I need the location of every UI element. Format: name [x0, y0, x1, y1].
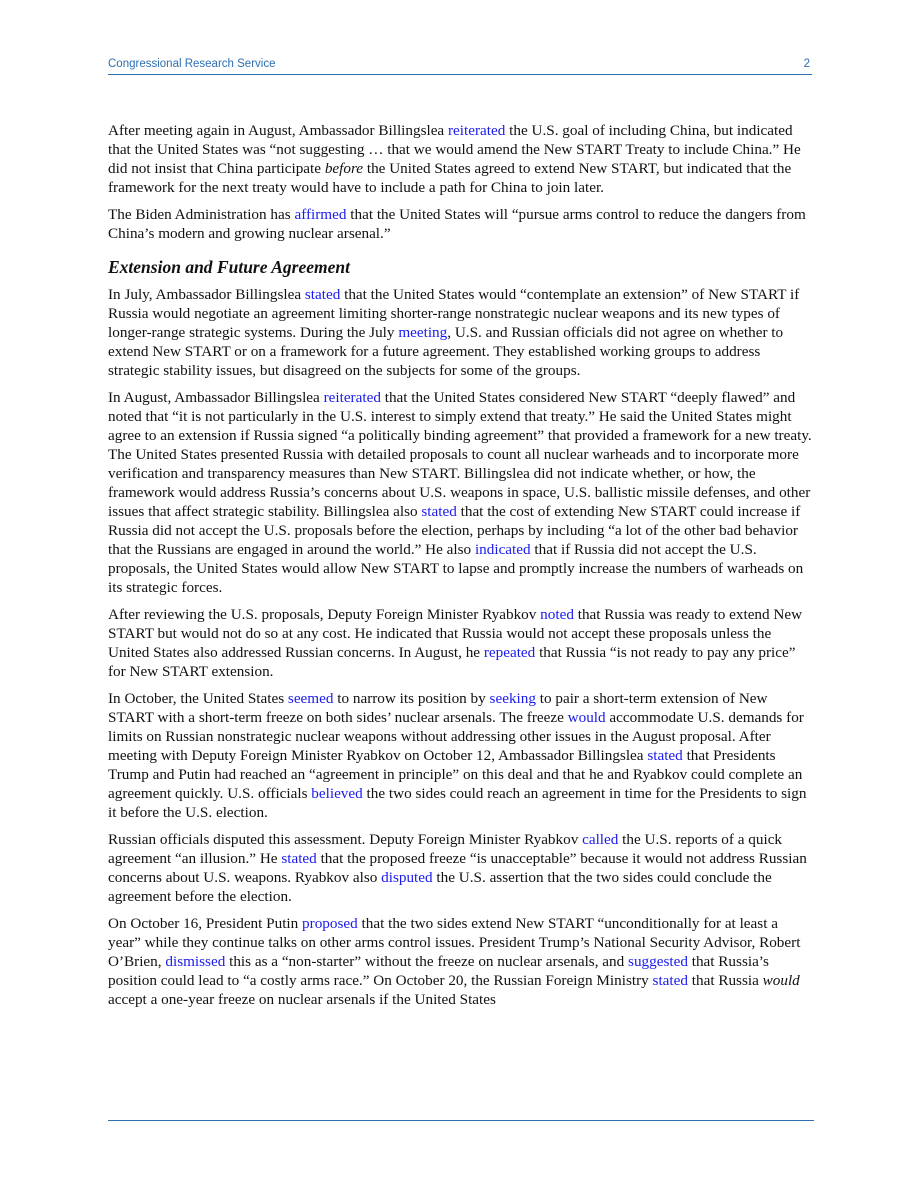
link-affirmed[interactable]: affirmed: [294, 206, 347, 223]
document-body: [108, 121, 814, 1017]
text-run: that the United States considered New START “deeply flawed” and noted that “it is not particularly in the U.S. interest to simply extend that treaty.” He said the United States might agree to an extension if Russia signed “a politically binding agreement” that provided a framework for a new treaty. The United States presented Russia with detailed proposals to count all nuclear warheads and to incorporate more verification and transparency measures than New START. Billingslea did not indicate whether, or how, the framework would address Russia’s concerns about U.S. weapons in space, U.S. ballistic missile defenses, and other issues that affect strategic stability. Billingslea also: [108, 389, 812, 520]
paragraph: [108, 285, 814, 380]
text-run: the U.S. assertion that the two sides could conclude the agreement before the election.: [108, 869, 772, 905]
link-disputed[interactable]: disputed: [381, 869, 433, 886]
paragraph: [108, 689, 814, 822]
text-run: Russian officials disputed this assessment. Deputy Foreign Minister Ryabkov: [108, 831, 583, 848]
header-org-name: Congressional Research Service: [108, 58, 276, 70]
link-seeking[interactable]: seeking: [489, 690, 536, 707]
link-stated[interactable]: stated: [304, 286, 341, 303]
link-stated[interactable]: stated: [652, 972, 688, 989]
text-run: that the United States will “pursue arms control to reduce the dangers from China’s modern and growing nuclear arsenal.”: [108, 206, 806, 242]
text-run: accommodate U.S. demands for limits on Russian nonstrategic nuclear weapons without addressing other issues in the August proposal. After meeting with Deputy Foreign Minister Ryabkov on October 12, Ambassador Billingslea: [108, 709, 804, 764]
text-run: In July, Ambassador Billingslea: [108, 286, 305, 303]
text-run: the two sides could reach an agreement in time for the Presidents to sign it before the U.S. election.: [108, 785, 807, 821]
text-run: that the cost of extending New START could increase if Russia did not accept the U.S. proposals before the election, perhaps by including “a lot of the other bad behavior that the Russians are engaged in around the world.” He also: [108, 503, 801, 558]
link-reiterated[interactable]: reiterated: [323, 389, 381, 406]
section-heading: Extension and Future Agreement: [108, 257, 350, 277]
paragraph: [108, 388, 814, 597]
text-run: the United States agreed to extend New START, but indicated that the framework for the next treaty would have to include a path for China to join later.: [108, 160, 792, 196]
link-stated[interactable]: stated: [421, 503, 457, 520]
text-run: that Russia’s position could lead to “a costly arms race.” On October 20, the Russian Foreign Ministry: [108, 953, 769, 989]
link-called[interactable]: called: [582, 831, 619, 848]
text-run: that Russia “is not ready to pay any price” for New START extension.: [108, 644, 796, 680]
link-repeated[interactable]: repeated: [483, 644, 536, 661]
text-run: the U.S. goal of including China, but indicated that the United States was “not suggesting … that we would amend the New START Treaty to include China.” He did not insist that China participate: [108, 122, 801, 177]
text-run: the U.S. reports of a quick agreement “an illusion.” He: [108, 831, 783, 867]
text-run: to narrow its position by: [333, 690, 490, 707]
text-run: The Biden Administration has: [108, 206, 295, 223]
text-run: that the United States would “contemplate an extension” of New START if Russia would negotiate an agreement limiting shorter-range nonstrategic nuclear weapons and its new types of longer-range strategic systems. During the July: [108, 286, 800, 341]
text-run: , U.S. and Russian officials did not agree on whether to extend New START or on a framework for a future agreement. They established working groups to address strategic stability issues, but disagreed on the subjects for some of the groups.: [108, 324, 784, 379]
link-indicated[interactable]: indicated: [474, 541, 531, 558]
emphasis-text: would: [762, 972, 800, 989]
text-run: In October, the United States: [108, 690, 288, 707]
text-run: that if Russia did not accept the U.S. proposals, the United States would allow New START to lapse and promptly increase the numbers of warheads on its strategic forces.: [108, 541, 804, 596]
text-run: that the two sides extend New START “unconditionally for at least a year” while they continue talks on other arms control issues. President Trump’s National Security Advisor, Robert O’Brien,: [108, 915, 801, 970]
link-proposed[interactable]: proposed: [302, 915, 358, 932]
page-number: 2: [803, 58, 810, 70]
paragraph: [108, 830, 814, 906]
text-run: to pair a short-term extension of New START with a short-term freeze on both sides’ nuclear arsenals. The freeze: [108, 690, 768, 726]
emphasis-text: before: [324, 160, 364, 177]
footer-divider: [108, 1120, 814, 1121]
link-suggested[interactable]: suggested: [628, 953, 688, 970]
text-run: that the proposed freeze “is unacceptable” because it would not address Russian concerns about U.S. weapons. Ryabkov also: [108, 850, 807, 886]
text-run: On October 16, President Putin: [108, 915, 303, 932]
link-meeting[interactable]: meeting: [398, 324, 448, 341]
paragraph: [108, 605, 814, 681]
text-run: that Russia was ready to extend New START but would not do so at any cost. He indicated that Russia would not accept these proposals unless the United States also addressed Russian concerns. In August, he: [108, 606, 803, 661]
text-run: that Presidents Trump and Putin had reached an “agreement in principle” on this deal and that he and Ryabkov could complete an agreement quickly. U.S. officials: [108, 747, 803, 802]
link-stated[interactable]: stated: [281, 850, 317, 867]
link-would[interactable]: would: [567, 709, 606, 726]
link-believed[interactable]: believed: [311, 785, 363, 802]
text-run: After meeting again in August, Ambassador Billingslea: [108, 122, 448, 139]
paragraph: [108, 121, 814, 197]
text-run: After reviewing the U.S. proposals, Deputy Foreign Minister Ryabkov: [108, 606, 541, 623]
text-run: In August, Ambassador Billingslea: [108, 389, 324, 406]
text-run: accept a one-year freeze on nuclear arsenals if the United States: [108, 991, 496, 1008]
link-dismissed[interactable]: dismissed: [165, 953, 226, 970]
text-run: this as a “non-starter” without the freeze on nuclear arsenals, and: [225, 953, 629, 970]
link-seemed[interactable]: seemed: [287, 690, 334, 707]
page-header: [108, 58, 812, 75]
link-noted[interactable]: noted: [540, 606, 574, 623]
link-reiterated[interactable]: reiterated: [447, 122, 506, 139]
paragraph: [108, 914, 814, 1009]
paragraph: [108, 205, 814, 243]
text-run: that Russia: [687, 972, 763, 989]
link-stated[interactable]: stated: [647, 747, 683, 764]
